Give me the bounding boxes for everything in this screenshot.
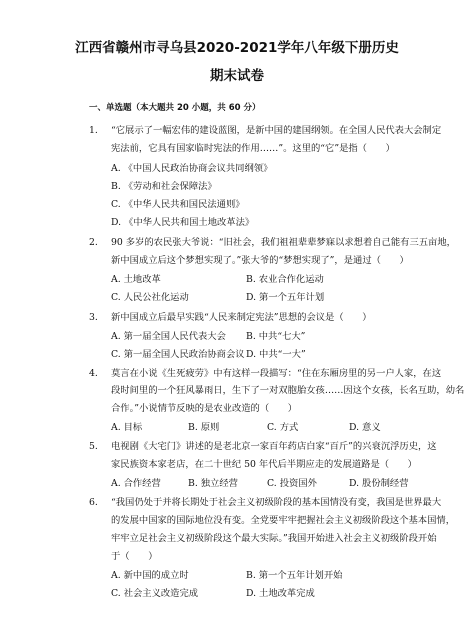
option-c: C. 投资国外	[267, 478, 317, 489]
question-text: 电视剧《大宅门》讲述的是老北京一家百年药店白家“百斤”的兴衰沉浮历史，这	[111, 441, 437, 452]
option-d: D. 土地改革完成	[246, 588, 315, 599]
question-text: 宪法前，它具有国家临时宪法的作用……”。这里的“它”是指（ ）	[111, 143, 395, 154]
question-text: 段时间里的一个狂风暴雨日，生下了一对双胞胎女孩……因这个女孩，长名互助，幼名	[111, 385, 465, 396]
question-text: 牢牢立足社会主义初级阶段这个最大实际。”我国开始进入社会主义初级阶段开始	[111, 533, 437, 544]
question-text: 莫言在小说《生死疲劳》中有这样一段描写：“住在东厢房里的另一户人家，在这	[111, 368, 442, 379]
option-c: C. 社会主义改造完成	[111, 588, 199, 599]
option-c: C. 人民公社化运动	[111, 292, 189, 303]
option-c: C. 《中华人民共和国民法通则》	[111, 199, 245, 210]
option-d: D. 第一个五年计划	[246, 292, 325, 303]
question-text: 新中国成立后最早实践“人民来制定宪法”思想的会议是（ ）	[111, 312, 372, 323]
option-a: A. 目标	[111, 422, 143, 433]
option-c: C. 方式	[267, 422, 299, 433]
option-d: D. 意义	[349, 422, 381, 433]
question-text: 的发展中国家的国际地位没有变。全党要牢牢把握社会主义初级阶段这个基本国情，	[111, 515, 455, 526]
question-number: 1.	[89, 125, 98, 136]
option-b: B. 原则	[188, 422, 220, 433]
question-text: “它展示了一幅宏伟的建设蓝图，是新中国的建国纲领。在全国人民代表大会制定	[111, 125, 442, 136]
question-text: 家民族资本家老店，在二十世纪 50 年代后半期应走的发展道路是（ ）	[111, 459, 417, 470]
question-text: 新中国成立后这个梦想实现了。”张大爷的“梦想实现了”，是通过（ ）	[111, 255, 409, 266]
question-text: 90 多岁的农民张大爷说：“旧社会，我们祖祖辈辈梦寐以求想着自己能有三五亩地，	[111, 237, 456, 248]
exam-title-line2: 期末试卷	[210, 68, 264, 84]
option-a: A. 土地改革	[111, 274, 161, 285]
question-number: 4.	[89, 368, 98, 379]
option-b: B. 农业合作化运动	[246, 274, 324, 285]
option-b: B. 中共“七大”	[246, 331, 306, 342]
option-d: D. 股份制经营	[349, 478, 409, 489]
option-d: D. 中共“一大”	[246, 349, 306, 360]
question-number: 2.	[89, 237, 98, 248]
exam-title-line1: 江西省赣州市寻乌县2020-2021学年八年级下册历史	[75, 40, 399, 56]
question-number: 5.	[89, 441, 98, 452]
option-b: B. 独立经营	[188, 478, 238, 489]
option-a: A. 第一届全国人民代表大会	[111, 331, 226, 342]
question-text: 于（ ）	[111, 551, 158, 562]
question-number: 3.	[89, 312, 98, 323]
question-number: 6.	[89, 497, 98, 508]
question-text: “我国仍处于并将长期处于社会主义初级阶段的基本国情没有变，我国是世界最大	[111, 497, 442, 508]
option-a: A. 《中国人民政治协商会议共同纲领》	[111, 163, 273, 174]
option-b: B. 第一个五年计划开始	[246, 570, 343, 581]
question-text: 合作。”小说情节反映的是农业改造的（ ）	[111, 403, 298, 414]
section-heading: 一、单选题（本大题共 20 小题，共 60 分）	[89, 103, 261, 113]
option-c: C. 第一届全国人民政治协商会议	[111, 349, 245, 360]
option-b: B. 《劳动和社会保障法》	[111, 181, 217, 192]
option-a: A. 新中国的成立时	[111, 570, 189, 581]
option-a: A. 合作经营	[111, 478, 161, 489]
option-d: D. 《中华人民共和国土地改革法》	[111, 217, 255, 228]
